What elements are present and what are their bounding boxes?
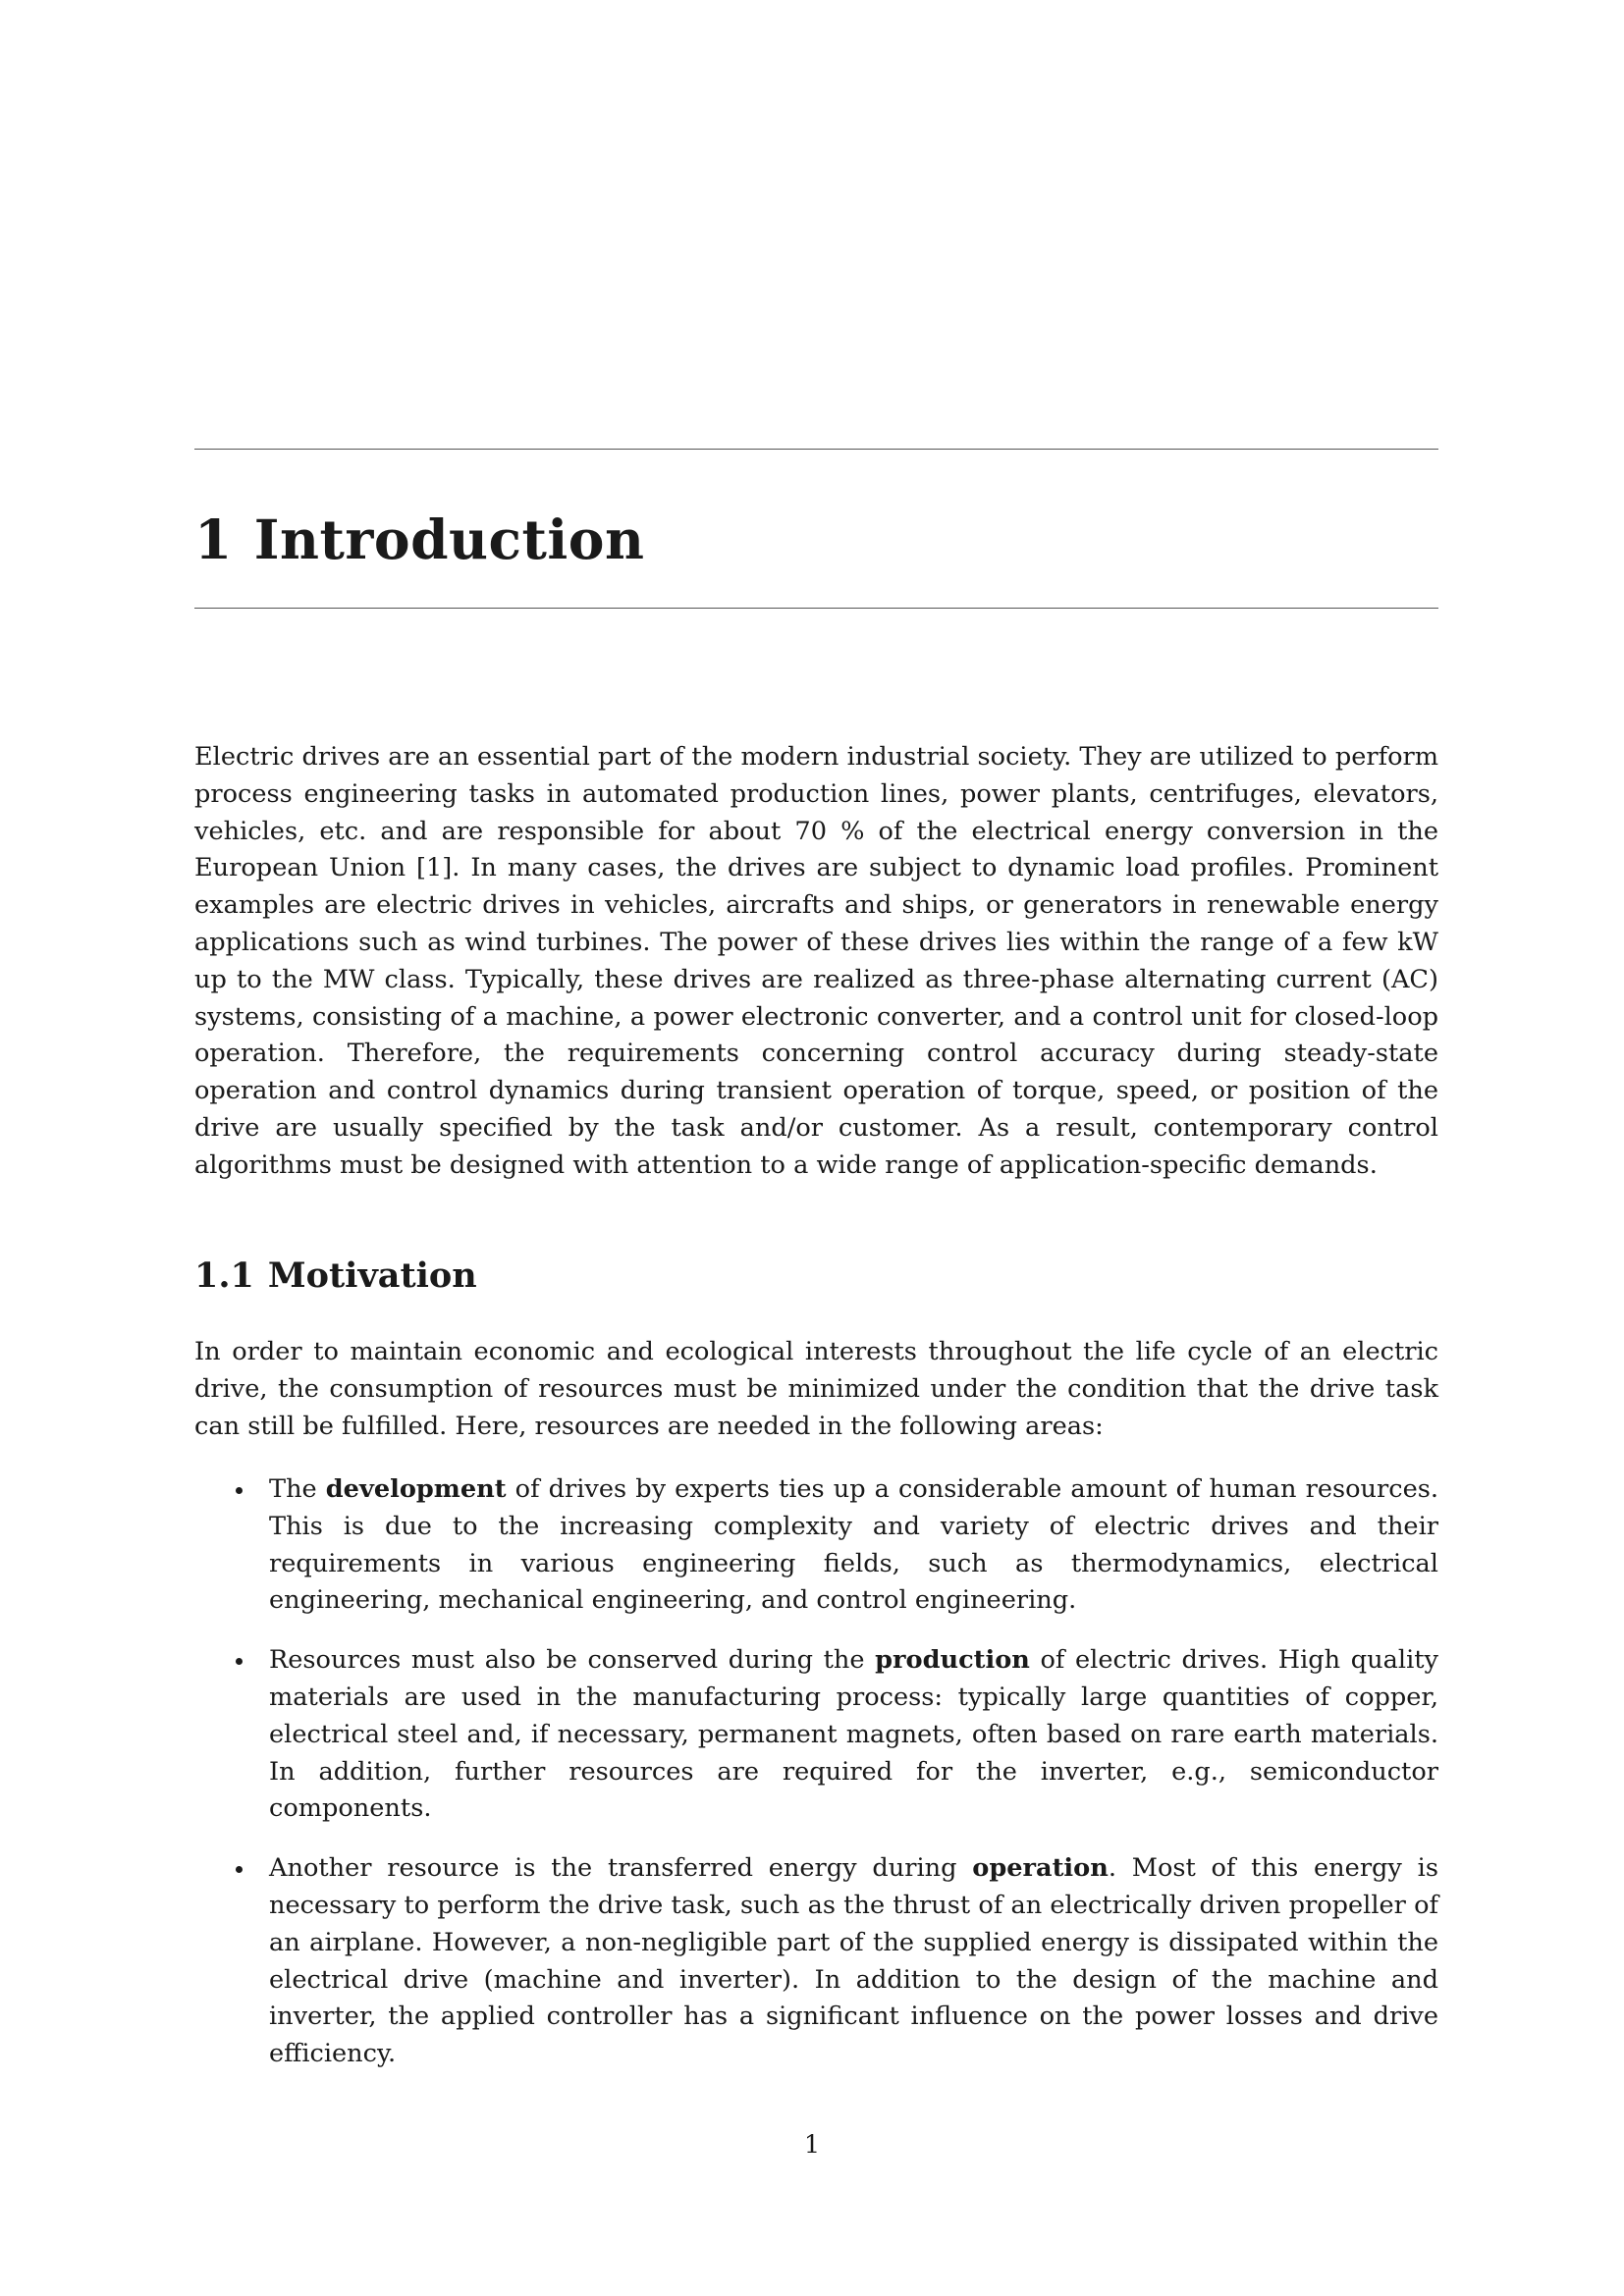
chapter-title	[194, 506, 644, 574]
bullet-text-before: Resources must also be conserved during the	[269, 1645, 876, 1676]
bullet-text-after: . Most of this energy is necessary to perform the drive task, such as the thrust of an electrically driven propeller of an airplane. However, a non-negligible part of the supplied energy is dissipated within the electrical drive (machine and inverter). In addition to the design of the machine and inverter, the applied controller has a significant influence on the power losses and drive efficiency.	[269, 1853, 1438, 2069]
bullet-bold-term: development	[325, 1474, 507, 1504]
chapter-number: 1	[194, 507, 233, 571]
chapter-top-rule	[194, 449, 1438, 450]
bullet-dot-icon	[236, 1487, 243, 1494]
bullet-development	[194, 1471, 1438, 1620]
bullet-dot-icon	[236, 1866, 243, 1873]
chapter-title-text: Introduction	[253, 507, 645, 571]
bullet-text-after: of drives by experts ties up a considerable amount of human resources. This is due to the increasing complexity and variety of electric drives and their requirements in various engineering fields, such as thermodynamics, electrical engineering, mechanical engineering, and control engineering.	[269, 1474, 1438, 1616]
section-title-text: Motivation	[267, 1255, 477, 1296]
bullet-bold-term: production	[875, 1645, 1030, 1676]
motivation-paragraph: In order to maintain economic and ecological interests throughout the life cycle of an electric drive, the consumption of resources must be minimized under the condition that the drive task can still be fulfilled. Here, resources are needed in the following areas:	[194, 1337, 1438, 1441]
bullet-text-before: The	[269, 1474, 326, 1504]
section-title	[194, 1253, 477, 1300]
bullet-bold-term: operation	[972, 1853, 1109, 1884]
bullet-operation	[194, 1850, 1438, 2073]
bullet-text-before: Another resource is the transferred energy during	[269, 1853, 973, 1884]
chapter-bottom-rule	[194, 608, 1438, 609]
resource-bullet-list	[194, 1471, 1438, 2096]
intro-paragraph: Electric drives are an essential part of the modern industrial society. They are utilized to perform process engineering tasks in automated production lines, power plants, centrifuges, elevators, vehicles, etc. and are responsible for about 70 % of the electrical energy conversion in the European Union [1]. In many cases, the drives are subject to dynamic load profiles. Prominent examples are electric drives in vehicles, aircrafts and ships, or generators in renewable energy applications such as wind turbines. The power of these drives lies within the range of a few kW up to the MW class. Typically, these drives are realized as three-phase alternating current (AC) systems, consisting of a machine, a power electronic converter, and a control unit for closed-loop operation. Therefore, the requirements concerning control accuracy during steady-state operation and control dynamics during transient operation of torque, speed, or position of the drive are usually specified by the task and/or customer. As a result, contemporary control algorithms must be designed with attention to a wide range of application-specific demands.	[194, 742, 1438, 1180]
page-number: 1	[803, 2130, 821, 2160]
bullet-dot-icon	[236, 1658, 243, 1665]
section-number: 1.1	[194, 1255, 254, 1296]
bullet-production	[194, 1642, 1438, 1828]
bullet-text-after: of electric drives. High quality materials are used in the manufacturing process: typically large quantities of copper, electrical steel and, if necessary, permanent magnets, often based on rare earth materials. In addition, further resources are required for the inverter, e.g., semiconductor components.	[269, 1645, 1439, 1824]
